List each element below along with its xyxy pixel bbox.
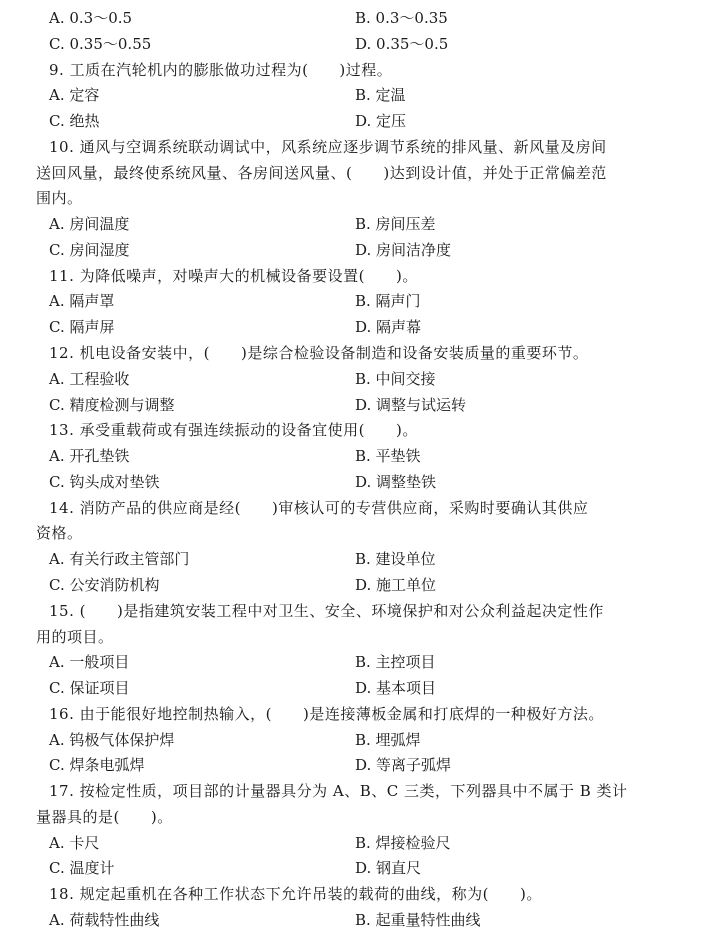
question-14-stem-line-1: 14. 消防产品的供应商是经( )审核认可的专营供应商，采购时要确认其供应 (49, 499, 589, 517)
option-d: D. 施工单位 (355, 576, 437, 594)
option-b: B. 中间交接 (355, 370, 436, 388)
option-b: B. 平垫铁 (355, 447, 421, 465)
option-b: B. 焊接检验尺 (355, 834, 451, 852)
question-15-stem-line-2: 用的项目。 (36, 628, 114, 646)
option-c: C. 0.35～0.55 (49, 35, 152, 53)
option-c: C. 绝热 (49, 112, 100, 130)
question-14-options-row-1 (0, 547, 708, 571)
option-d: D. 等离子弧焊 (355, 756, 452, 774)
option-d: D. 钢直尺 (355, 859, 422, 877)
option-b: B. 隔声门 (355, 292, 421, 310)
option-c: C. 公安消防机构 (49, 576, 160, 594)
option-c: C. 保证项目 (49, 679, 130, 697)
option-a: A. 隔声罩 (49, 292, 115, 310)
question-16-options-row-2 (0, 753, 708, 777)
question-18-stem: 18. 规定起重机在各种工作状态下允许吊装的载荷的曲线，称为( )。 (49, 885, 542, 903)
question-16-options-row-1 (0, 728, 708, 752)
option-d: D. 基本项目 (355, 679, 437, 697)
option-a: A. 工程验收 (49, 370, 130, 388)
option-c: C. 钩头成对垫铁 (49, 473, 160, 491)
option-a: A. 钨极气体保护焊 (49, 731, 175, 749)
option-a: A. 定容 (49, 86, 100, 104)
question-8-options-row-1 (0, 6, 708, 30)
question-10-stem-line-2: 送回风量，最终使系统风量、各房间送风量、( )达到设计值，并处于正常偏差范 (36, 164, 607, 182)
option-b: B. 定温 (355, 86, 406, 104)
question-10-options-row-1 (0, 212, 708, 236)
question-17-options-row-2 (0, 856, 708, 880)
option-a: A. 有关行政主管部门 (49, 550, 190, 568)
option-c: C. 房间湿度 (49, 241, 130, 259)
question-9-options-row-2 (0, 109, 708, 133)
option-a: A. 0.3～0.5 (49, 9, 133, 27)
question-18-options-row-1 (0, 908, 708, 932)
option-d: D. 0.35～0.5 (355, 35, 449, 53)
option-b: B. 主控项目 (355, 653, 436, 671)
question-11-stem: 11. 为降低噪声，对噪声大的机械设备要设置( )。 (49, 267, 418, 285)
question-16-stem: 16. 由于能很好地控制热输入，( )是连接薄板金属和打底焊的一种极好方法。 (49, 705, 604, 723)
option-a: A. 开孔垫铁 (49, 447, 130, 465)
question-14-options-row-2 (0, 573, 708, 597)
question-17-stem-line-2: 量器具的是( )。 (36, 808, 173, 826)
option-a: A. 卡尺 (49, 834, 100, 852)
option-a: A. 荷载特性曲线 (49, 911, 160, 929)
question-8-options-row-2 (0, 32, 708, 56)
question-15-stem-line-1: 15. ( )是指建筑安装工程中对卫生、安全、环境保护和对公众利益起决定性作 (49, 602, 604, 620)
question-13-stem: 13. 承受重载荷或有强连续振动的设备宜使用( )。 (49, 421, 418, 439)
option-d: D. 调整垫铁 (355, 473, 437, 491)
question-17-stem-line-1: 17. 按检定性质，项目部的计量器具分为 A、B、C 三类，下列器具中不属于 B 类计 (49, 782, 628, 800)
option-a: A. 一般项目 (49, 653, 130, 671)
option-d: D. 房间洁净度 (355, 241, 452, 259)
option-d: D. 定压 (355, 112, 407, 130)
option-c: C. 温度计 (49, 859, 115, 877)
question-10-stem-line-3: 围内。 (36, 189, 83, 207)
option-b: B. 建设单位 (355, 550, 436, 568)
question-12-options-row-1 (0, 367, 708, 391)
question-10-options-row-2 (0, 238, 708, 262)
question-12-options-row-2 (0, 393, 708, 417)
option-d: D. 调整与试运转 (355, 396, 467, 414)
question-15-options-row-2 (0, 676, 708, 700)
option-b: B. 房间压差 (355, 215, 436, 233)
option-c: C. 隔声屏 (49, 318, 115, 336)
question-10-stem-line-1: 10. 通风与空调系统联动调试中，风系统应逐步调节系统的排风量、新风量及房间 (49, 138, 607, 156)
question-9-options-row-1 (0, 83, 708, 107)
option-b: B. 埋弧焊 (355, 731, 421, 749)
question-15-options-row-1 (0, 650, 708, 674)
question-17-options-row-1 (0, 831, 708, 855)
option-c: C. 精度检测与调整 (49, 396, 175, 414)
question-9-stem: 9. 工质在汽轮机内的膨胀做功过程为( )过程。 (49, 61, 393, 79)
question-11-options-row-1 (0, 289, 708, 313)
question-12-stem: 12. 机电设备安装中，( )是综合检验设备制造和设备安装质量的重要环节。 (49, 344, 589, 362)
option-d: D. 隔声幕 (355, 318, 422, 336)
option-b: B. 起重量特性曲线 (355, 911, 481, 929)
question-13-options-row-1 (0, 444, 708, 468)
option-c: C. 焊条电弧焊 (49, 756, 145, 774)
question-14-stem-line-2: 资格。 (36, 524, 83, 542)
question-13-options-row-2 (0, 470, 708, 494)
question-11-options-row-2 (0, 315, 708, 339)
option-b: B. 0.3～0.35 (355, 9, 448, 27)
option-a: A. 房间温度 (49, 215, 130, 233)
